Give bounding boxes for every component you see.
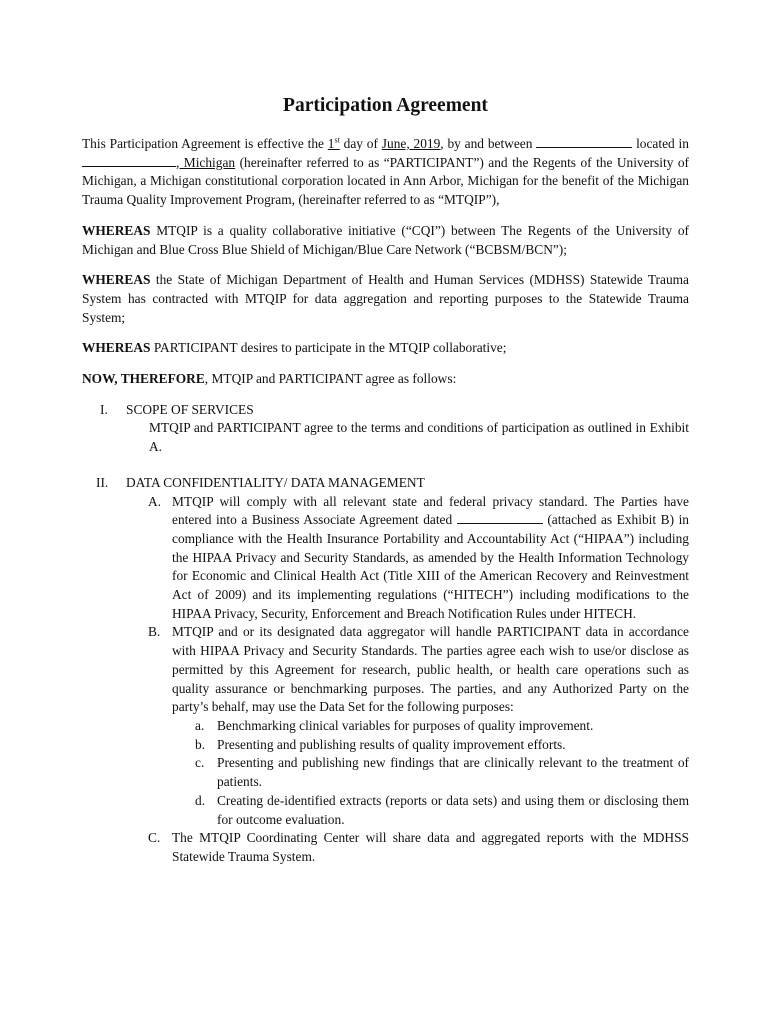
section-number: II. [96, 474, 109, 490]
baa-date-blank[interactable] [457, 511, 543, 524]
clause-text: MTQIP and or its designated data aggregator will handle PARTICIPANT data in accordance with HIPAA Privacy and Security Standards. The parties agree each wish to use/or disclose as permitted by this Agreement for research, public health, or health care operations such as quality assurance or benchmarking purposes. The parties, and any Authorized Party on the party’s behalf, may use the Data Set for the following purposes: [172, 624, 689, 715]
whereas-paragraph-2 [82, 271, 689, 327]
clause-label: C. [148, 830, 161, 846]
intro-text: , by and between [440, 136, 537, 151]
section-heading [82, 401, 689, 420]
list-item-label: d. [195, 792, 206, 808]
whereas-lead: WHEREAS [82, 340, 151, 356]
list-item-label: c. [195, 755, 205, 771]
clause-label: A. [148, 493, 162, 509]
intro-text: (hereinafter referred to as “PARTICIPANT”) and the Regents of the University of Michigan, a Michigan constitutional corporation located in Ann Arbor, Michigan for the benefit of the Michigan Trauma Quality Improvement Program, (hereinafter referred to as “MTQIP”), [82, 154, 689, 208]
participant-state: , Michigan [176, 154, 236, 170]
whereas-lead: WHEREAS [82, 272, 151, 288]
section-body: MTQIP and PARTICIPANT agree to the terms and conditions of participation as outlined in Exhibit A. [149, 420, 689, 455]
intro-text: day of [339, 136, 382, 151]
whereas-text: PARTICIPANT desires to participate in the MTQIP collaborative; [150, 340, 507, 356]
list-item [195, 754, 689, 791]
list-item [195, 736, 689, 755]
whereas-lead: WHEREAS [82, 222, 151, 238]
clause-c [148, 829, 689, 866]
document-title: Participation Agreement [283, 95, 488, 116]
now-therefore-paragraph [82, 370, 689, 389]
whereas-paragraph-1 [82, 222, 689, 259]
list-item-text: Presenting and publishing results of quality improvement efforts. [217, 736, 566, 752]
intro-text: located in [632, 136, 689, 151]
now-therefore-text: , MTQIP and PARTICIPANT agree as follows: [204, 371, 457, 387]
list-item [195, 717, 689, 736]
section-title: DATA CONFIDENTIALITY/ DATA MANAGEMENT [126, 474, 425, 490]
participant-city-blank[interactable] [82, 154, 176, 167]
effective-day: 1st [327, 135, 340, 151]
list-item-label: a. [195, 717, 205, 733]
clause-text: The MTQIP Coordinating Center will share data and aggregated reports with the MDHSS Statewide Trauma System. [172, 830, 689, 864]
intro-text: This Participation Agreement is effective the [82, 136, 328, 151]
whereas-paragraph-3 [82, 339, 689, 358]
document-page [82, 94, 689, 867]
list-item-text: Creating de-identified extracts (reports or data sets) and using them or disclosing them for outcome evaluation. [217, 792, 689, 827]
section-2 [82, 474, 689, 867]
effective-month-year: June, 2019 [381, 136, 441, 151]
clause-text: MTQIP will comply with all relevant state and federal privacy standard. The Parties have entered into a Business Associate Agreement dated [172, 493, 689, 528]
section-number: I. [100, 401, 108, 417]
whereas-text: the State of Michigan Department of Health and Human Services (MDHSS) Statewide Trauma System has contracted with MTQIP for data aggregation and reporting purposes to the Statewide Trauma System; [82, 272, 689, 325]
clause-b [148, 623, 689, 717]
whereas-text: MTQIP is a quality collaborative initiative (“CQI”) between The Regents of the University of Michigan and Blue Cross Blue Shield of Michigan/Blue Care Network (“BCBSM/BCN”); [82, 222, 689, 257]
clause-a [148, 493, 689, 624]
intro-paragraph [82, 135, 689, 210]
participant-name-blank[interactable] [536, 135, 632, 148]
section-title: SCOPE OF SERVICES [126, 401, 254, 417]
list-item-text: Presenting and publishing new findings that are clinically relevant to the treatment of patients. [217, 755, 689, 790]
list-item-text: Benchmarking clinical variables for purposes of quality improvement. [217, 717, 594, 733]
clause-text: (attached as Exhibit B) in compliance with the Health Insurance Portability and Accountability Act (“HIPAA”) including the HIPAA Privacy and Security Standards, as amended by the Health Information Technology for Economic and Clinical Health Act (Title XIII of the American Recovery and Reinvestment Act of 2009) and its implementing regulations (“HITECH”) including modifications to the HIPAA Privacy, Security, Enforcement and Breach Notification Rules under HITECH. [172, 512, 689, 621]
section-1 [82, 401, 689, 457]
section-heading [82, 474, 689, 493]
list-item [195, 792, 689, 829]
clause-label: B. [148, 624, 161, 640]
list-item-label: b. [195, 736, 206, 752]
now-therefore-lead: NOW, THEREFORE [82, 371, 205, 387]
